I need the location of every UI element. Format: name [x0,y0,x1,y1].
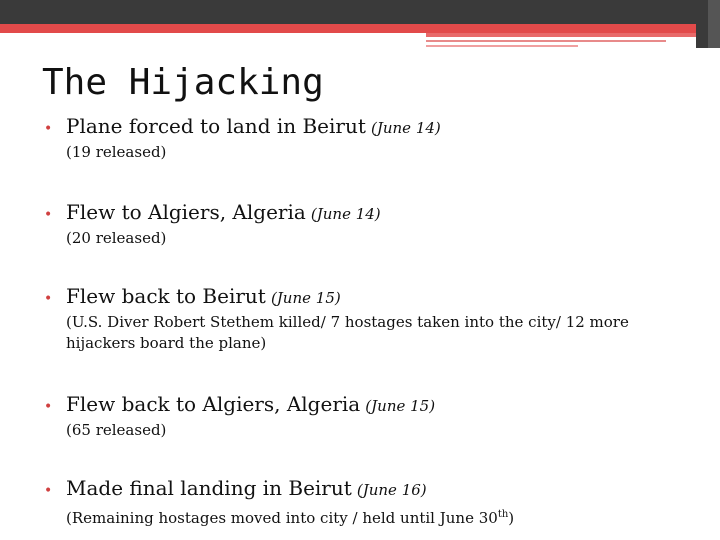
header-red-bar [0,24,720,33]
bullet-text: Plane forced to land in Beirut [66,114,366,138]
bullet-detail: (65 released) [66,421,167,439]
bullet-detail: (20 released) [66,229,167,247]
bullet-item [44,284,676,354]
bullet-icon: • [44,398,53,415]
slide-title: The Hijacking [42,62,324,103]
header-stripe [426,45,578,47]
bullet-detail-text: (Remaining hostages moved into city / held until June 30 [66,509,498,527]
bullet-text: Flew to Algiers, Algeria [66,200,306,224]
ordinal-suffix: th [497,509,509,520]
header-corner-block [708,0,720,48]
bullet-detail: (U.S. Diver Robert Stethem killed/ 7 hostages taken into the city/ 12 more hijackers board the plane) [66,313,629,352]
bullet-detail-end: ) [508,509,515,527]
bullet-item [44,476,676,529]
bullet-icon: • [44,482,53,499]
header-dark-bar [0,0,720,24]
bullet-icon: • [44,206,53,223]
bullet-date: (June 15) [365,397,436,415]
bullet-item [44,392,676,441]
bullet-text: Flew back to Algiers, Algeria [66,392,361,416]
bullet-detail [66,504,676,529]
header-stripe [426,40,666,42]
bullet-item [44,200,676,249]
bullet-detail: (19 released) [66,143,167,161]
bullet-icon: • [44,290,53,307]
bullet-date: (June 14) [310,205,381,223]
bullet-date: (June 14) [371,119,441,137]
bullet-item [44,114,676,163]
bullet-text: Made final landing in Beirut [66,476,352,500]
bullet-date: (June 15) [270,289,341,307]
bullet-date: (June 16) [356,481,427,499]
header-stripe [426,33,720,37]
bullet-text: Flew back to Beirut [66,284,266,308]
bullet-icon: • [44,120,53,137]
